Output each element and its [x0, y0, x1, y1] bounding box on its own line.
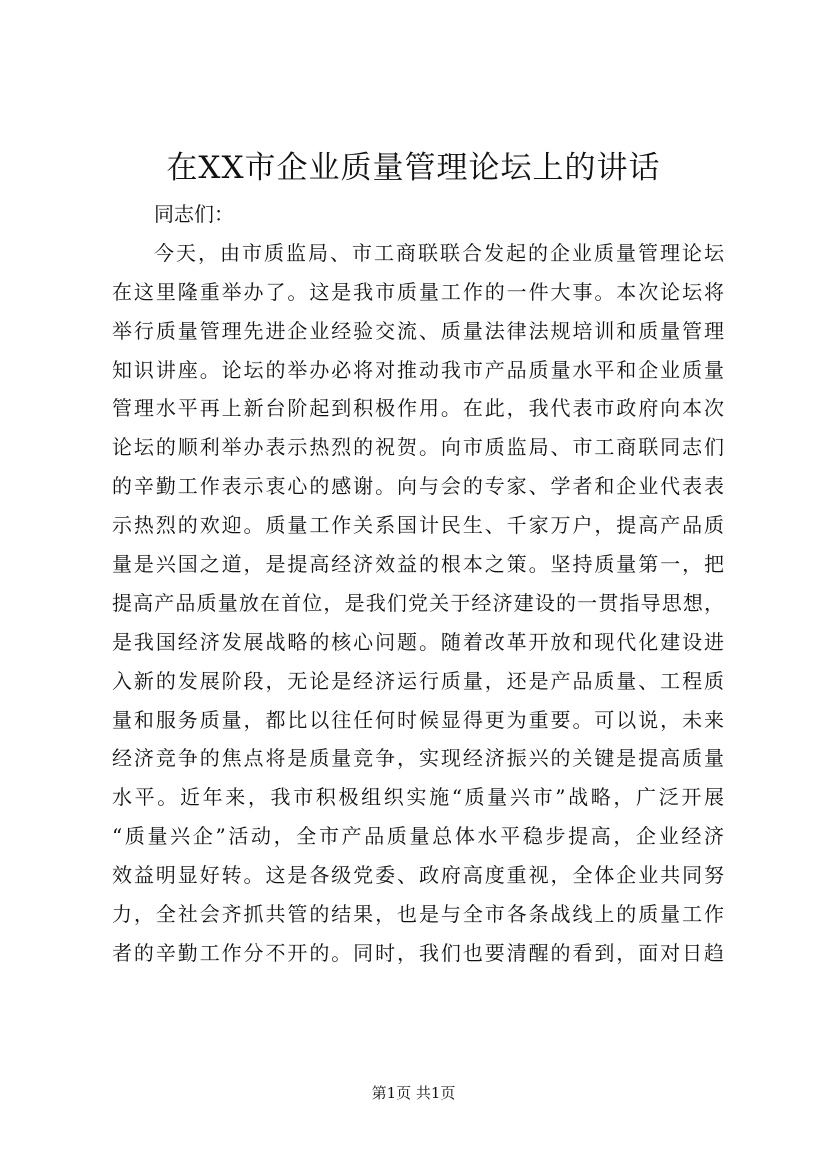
- body-line: 管理水平再上新台阶起到积极作用。在此，我代表市政府向本次: [112, 396, 724, 421]
- body-line: 力，全社会齐抓共管的结果，也是与全市各条战线上的质量工作: [112, 902, 724, 927]
- body-line: 举行质量管理先进企业经验交流、质量法律法规培训和质量管理: [112, 318, 724, 343]
- body-line: 论坛的顺利举办表示热烈的祝贺。向市质监局、市工商联同志们: [112, 435, 724, 460]
- body-line: 量是兴国之道，是提高经济效益的根本之策。坚持质量第一，把: [112, 552, 724, 577]
- body-line: 量和服务质量，都比以往任何时候显得更为重要。可以说，未来: [112, 707, 724, 732]
- body-line: 今天，由市质监局、市工商联联合发起的企业质量管理论坛: [154, 240, 724, 265]
- salutation: 同志们：: [154, 202, 234, 226]
- body-line: “质量兴企”活动，全市产品质量总体水平稳步提高，企业经济: [112, 824, 724, 849]
- body-line: 示热烈的欢迎。质量工作关系国计民生、千家万户，提高产品质: [112, 513, 724, 538]
- body-line: 经济竞争的焦点将是质量竞争，实现经济振兴的关键是提高质量: [112, 746, 724, 771]
- body-line: 是我国经济发展战略的核心问题。随着改革开放和现代化建设进: [112, 629, 724, 654]
- document-body: [112, 195, 724, 973]
- body-line: 者的辛勤工作分不开的。同时，我们也要清醒的看到，面对日趋: [112, 940, 724, 965]
- body-line: 的辛勤工作表示衷心的感谢。向与会的专家、学者和企业代表表: [112, 474, 724, 499]
- body-line: 知识讲座。论坛的举办必将对推动我市产品质量水平和企业质量: [112, 357, 724, 382]
- page-footer: 第1页 共1页: [371, 1084, 456, 1102]
- body-line: 在这里隆重举办了。这是我市质量工作的一件大事。本次论坛将: [112, 279, 724, 304]
- body-line: 提高产品质量放在首位，是我们党关于经济建设的一贯指导思想，: [112, 590, 724, 615]
- body-line: 入新的发展阶段，无论是经济运行质量，还是产品质量、工程质: [112, 668, 724, 693]
- document-title: 在XX市企业质量管理论坛上的讲话: [166, 150, 661, 186]
- body-line: 水平。近年来，我市积极组织实施“质量兴市”战略，广泛开展: [112, 785, 724, 810]
- body-line: 效益明显好转。这是各级党委、政府高度重视，全体企业共同努: [112, 863, 724, 888]
